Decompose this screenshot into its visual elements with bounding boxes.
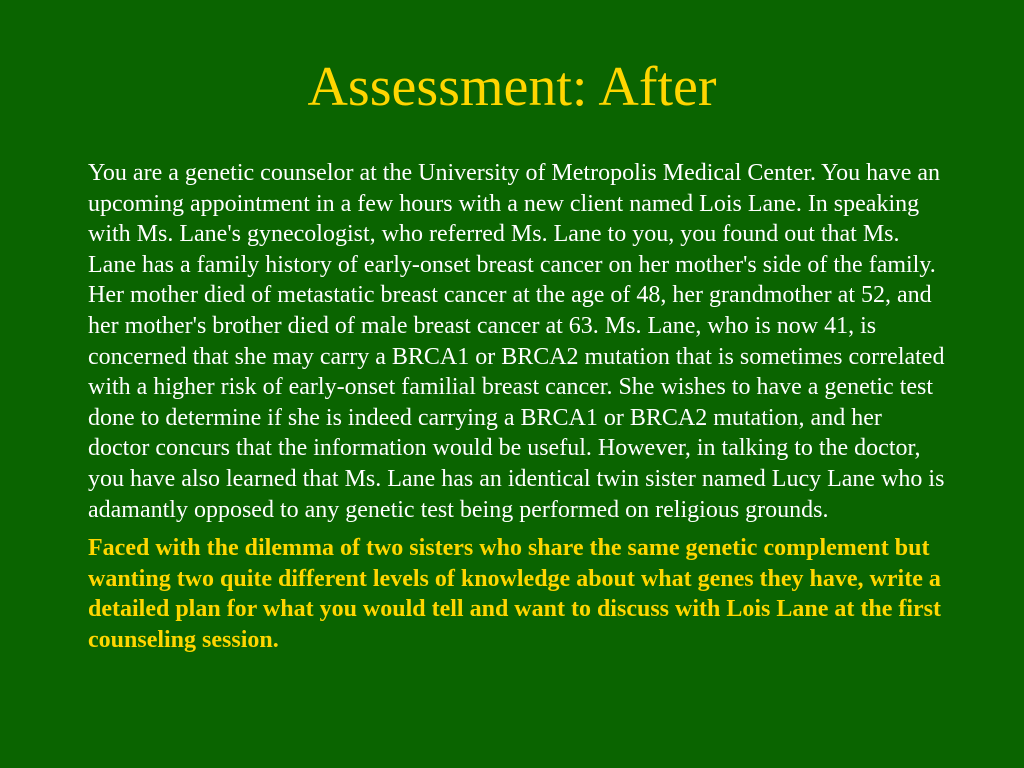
scenario-paragraph: You are a genetic counselor at the University of Metropolis Medical Center. You have an upcoming appointment in a few hours with a new client named Lois Lane. In speaking with Ms. Lane's gynecologist, who referred Ms. Lane to you, you found out that Ms. Lane has a family history of early-onset breast cancer on her mother's side of the family. Her mother died of metastatic breast cancer at the age of 48, her grandmother at 52, and her mother's brother died of male breast cancer at 63. Ms. Lane, who is now 41, is concerned that she may carry a BRCA1 or BRCA2 mutation that is sometimes correlated with a higher risk of early-onset familial breast cancer. She wishes to have a genetic test done to determine if she is indeed carrying a BRCA1 or BRCA2 mutation, and her doctor concurs that the information would be useful. However, in talking to the doctor, you have also learned that Ms. Lane has an identical twin sister named Lucy Lane who is adamantly opposed to any genetic test being performed on religious grounds. (88, 160, 945, 523)
assignment-question: Faced with the dilemma of two sisters who share the same genetic complement but wanting two quite different levels of knowledge about what genes they have, write a detailed plan for what you would tell and want to discuss with Lois Lane at the first counseling session. (88, 535, 941, 653)
slide-title: Assessment: After (307, 56, 717, 118)
slide-content (88, 158, 948, 656)
